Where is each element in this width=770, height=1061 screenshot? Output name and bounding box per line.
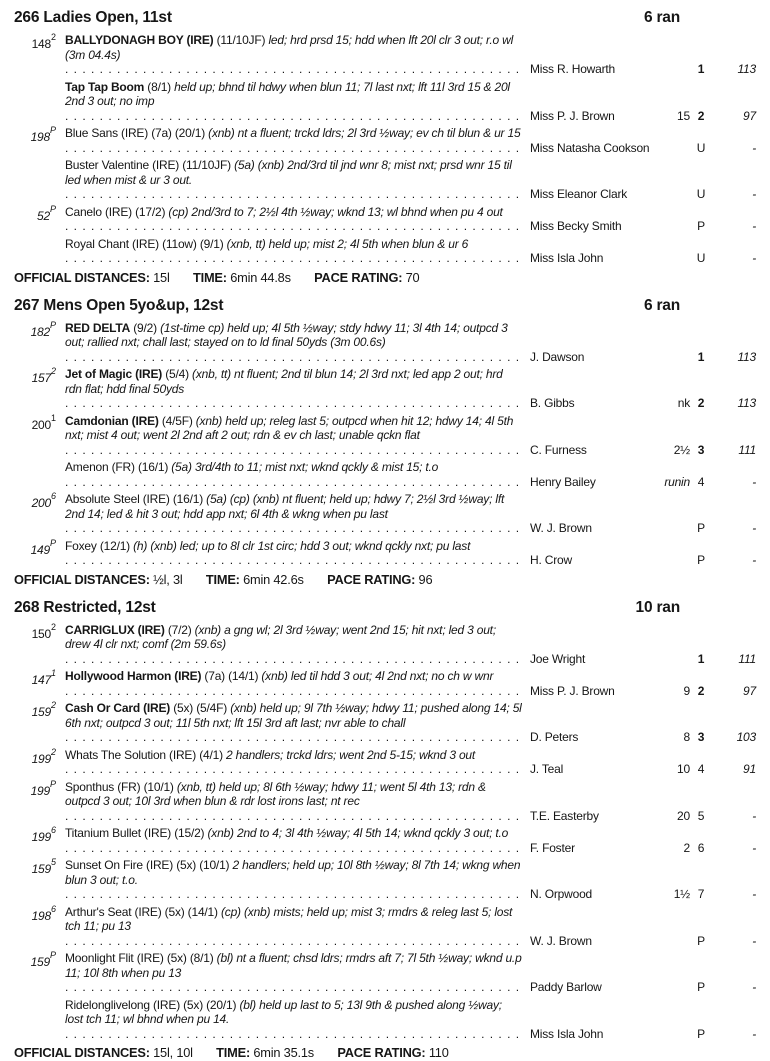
official-distances: [14, 572, 183, 587]
jockey-name: J. Teal: [522, 762, 656, 777]
performance-rating: -: [712, 553, 756, 568]
running-comment: (xnb) led til hdd 3 out; 4l 2nd nxt; no ch w wnr: [261, 669, 493, 683]
finish-position: P: [690, 521, 712, 536]
runner-description: [65, 858, 522, 902]
jockey-name: Henry Bailey: [522, 475, 656, 490]
performance-rating: 103: [712, 730, 756, 745]
runner-row: [14, 126, 756, 155]
odds: (11/10JF): [182, 158, 231, 172]
race-number: 267: [14, 297, 39, 314]
odds: (4/1): [199, 748, 223, 762]
odds: (5x) (20/1): [183, 998, 236, 1012]
race-footer: [14, 572, 756, 588]
performance-rating: -: [712, 934, 756, 949]
finish-position: U: [690, 251, 712, 266]
horse-name: CARRIGLUX (IRE): [65, 623, 165, 637]
running-comment: (xnb) held up; releg last 5; outpcd when hit 12; hdwy 14; 4l 5th nxt; mist 4 out; went 2l 2nd aft 2 out; rdn & ev ch last; unable qckn flat: [65, 414, 513, 443]
pace-label: PACE RATING:: [314, 270, 402, 285]
runner-row: [14, 80, 756, 124]
runner-description: [65, 126, 522, 155]
race-name: Ladies Open, 11st: [43, 9, 171, 26]
running-comment: 2 handlers; trckd ldrs; went 2nd 5-15; wknd 3 out: [226, 748, 475, 762]
form-superscript: 2: [51, 700, 56, 710]
odds: (11ow) (9/1): [162, 237, 223, 251]
running-comment: (5a) (cp) (xnb) nt fluent; held up; hdwy 7; 2½l 3rd ½way; lft 2nd 14; led & hit 3 out; hdd app nxt; 6l 4th & wkng when pu last: [65, 492, 504, 521]
running-comment: (xnb, tt) held up; mist 2; 4l 5th when blun & ur 6: [227, 237, 468, 251]
odds: (5x) (8/1): [167, 951, 214, 965]
running-comment: (xnb, tt) nt fluent; 2nd til blun 14; 2l 3rd nxt; led app 2 out; hrd rdn flat; hdd final 50yds: [65, 367, 503, 396]
runner-row: [14, 780, 756, 824]
odds: (5x) (5/4F): [173, 701, 227, 715]
odds: (5x) (14/1): [165, 905, 218, 919]
runner-description: [65, 701, 522, 745]
pace-value: 110: [429, 1045, 449, 1060]
runner-description: [65, 748, 522, 777]
runner-rows: [14, 623, 756, 1042]
runner-description: [65, 780, 522, 824]
running-comment: (h) (xnb) led; up to 8l clr 1st circ; hdd 3 out; wknd qckly nxt; pu last: [133, 539, 470, 553]
running-comment: (cp) (xnb) mists; held up; mist 3; rmdrs & releg last 5; lost tch 11; pu 13: [65, 905, 512, 934]
jockey-name: H. Crow: [522, 553, 656, 568]
form-superscript: 5: [51, 857, 56, 867]
performance-rating: -: [712, 187, 756, 202]
horse-name: Camdonian (IRE): [65, 414, 159, 428]
running-comment: (cp) 2nd/3rd to 7; 2½l 4th ½way; wknd 13; wl bhnd when pu 4 out: [168, 205, 502, 219]
time-value: 6min 44.8s: [230, 270, 291, 285]
finish-position: P: [690, 1027, 712, 1042]
horse-name: Jet of Magic (IRE): [65, 367, 162, 381]
race-header: [14, 296, 756, 316]
odds: (9/2): [133, 321, 157, 335]
performance-rating: -: [712, 521, 756, 536]
runner-description: [65, 905, 522, 949]
time-value: 6min 42.6s: [243, 572, 304, 587]
performance-rating: 91: [712, 762, 756, 777]
runner-row: [14, 998, 756, 1042]
runner-row: [14, 826, 756, 855]
form-number: 159: [31, 955, 50, 969]
distance-beaten: 2½: [656, 443, 690, 458]
runner-row: [14, 539, 756, 568]
finish-position: 4: [690, 762, 712, 777]
horse-name: Blue Sans (IRE): [65, 126, 148, 140]
performance-rating: -: [712, 841, 756, 856]
runner-description: [65, 237, 522, 266]
horse-name: Tap Tap Boom: [65, 80, 144, 94]
pace-rating: [327, 572, 432, 587]
distances-value: 15l, 10l: [153, 1045, 193, 1060]
form-figure: [14, 701, 65, 720]
performance-rating: -: [712, 141, 756, 156]
form-number: 149: [31, 543, 50, 557]
performance-rating: -: [712, 219, 756, 234]
form-number: 199: [31, 784, 50, 798]
race-footer: [14, 270, 756, 286]
form-figure: [14, 367, 65, 386]
time: [206, 572, 304, 587]
performance-rating: -: [712, 809, 756, 824]
race-name: Mens Open 5yo&up, 12st: [43, 297, 223, 314]
form-figure: [14, 321, 65, 340]
form-figure: [14, 33, 65, 52]
finish-position: P: [690, 980, 712, 995]
finish-position: 1: [690, 350, 712, 365]
runner-rows: [14, 321, 756, 568]
race-title: [14, 296, 223, 316]
race-header: [14, 598, 756, 618]
finish-position: U: [690, 187, 712, 202]
runner-description: [65, 998, 522, 1042]
finish-position: 7: [690, 887, 712, 902]
jockey-name: Miss Natasha Cookson: [522, 141, 656, 156]
finish-position: P: [690, 219, 712, 234]
runner-description: [65, 33, 522, 77]
form-superscript: 2: [51, 366, 56, 376]
form-figure: [14, 905, 65, 924]
odds: (7a) (14/1): [204, 669, 258, 683]
form-figure: [14, 826, 65, 845]
form-superscript: P: [50, 779, 56, 789]
race-section: [14, 598, 756, 1061]
form-figure: [14, 858, 65, 877]
horse-name: Hollywood Harmon (IRE): [65, 669, 201, 683]
jockey-name: J. Dawson: [522, 350, 656, 365]
distance-beaten: 2: [656, 841, 690, 856]
finish-position: 6: [690, 841, 712, 856]
horse-name: Ridelonglivelong (IRE): [65, 998, 180, 1012]
form-number: 159: [32, 705, 51, 719]
form-number: 159: [32, 862, 51, 876]
horse-name: Sponthus (FR): [65, 780, 140, 794]
distances-label: OFFICIAL DISTANCES:: [14, 572, 150, 587]
jockey-name: W. J. Brown: [522, 521, 656, 536]
finish-position: 2: [690, 109, 712, 124]
runner-row: [14, 623, 756, 667]
runner-description: [65, 492, 522, 536]
jockey-name: Miss Eleanor Clark: [522, 187, 656, 202]
jockey-name: Paddy Barlow: [522, 980, 656, 995]
jockey-name: Miss R. Howarth: [522, 62, 656, 77]
runner-row: [14, 905, 756, 949]
horse-name: Royal Chant (IRE): [65, 237, 159, 251]
form-superscript: 6: [51, 491, 56, 501]
pace-rating: [337, 1045, 448, 1060]
odds: (16/1): [173, 492, 203, 506]
runner-description: [65, 80, 522, 124]
ran-count: 6 ran: [644, 296, 680, 316]
horse-name: Sunset On Fire (IRE): [65, 858, 173, 872]
form-superscript: P: [50, 320, 56, 330]
finish-position: 5: [690, 809, 712, 824]
pace-value: 96: [419, 572, 433, 587]
distance-beaten: 8: [656, 730, 690, 745]
performance-rating: 97: [712, 109, 756, 124]
runner-row: [14, 701, 756, 745]
race-section: [14, 8, 756, 286]
runner-description: [65, 826, 522, 855]
jockey-name: D. Peters: [522, 730, 656, 745]
finish-position: P: [690, 553, 712, 568]
running-comment: (xnb) held up; 9l 7th ½way; hdwy 11; pushed along 14; 5l 6th nxt; outpcd 3 out; 11l 5th nxt; lft 15l 3rd aft last; nvr able to chall: [65, 701, 522, 730]
performance-rating: -: [712, 475, 756, 490]
jockey-name: W. J. Brown: [522, 934, 656, 949]
jockey-name: Miss Isla John: [522, 251, 656, 266]
distances-value: 15l: [153, 270, 169, 285]
performance-rating: 113: [712, 350, 756, 365]
finish-position: 1: [690, 62, 712, 77]
jockey-name: N. Orpwood: [522, 887, 656, 902]
horse-name: Buster Valentine (IRE): [65, 158, 179, 172]
odds: (11/10JF): [217, 33, 266, 47]
horse-name: Moonlight Flit (IRE): [65, 951, 164, 965]
running-comment: (xnb) a gng wl; 2l 3rd ½way; went 2nd 15; hit nxt; led 3 out; drew 4l clr nxt; comf (2m 59.6s): [65, 623, 496, 652]
runner-row: [14, 205, 756, 234]
running-comment: (5a) (xnb) 2nd/3rd til jnd wnr 8; mist nxt; prsd wnr 15 til led when mist & ur 3 out.: [65, 158, 512, 187]
performance-rating: -: [712, 251, 756, 266]
time: [193, 270, 291, 285]
performance-rating: 113: [712, 396, 756, 411]
form-number: 150: [32, 627, 51, 641]
form-superscript: 6: [51, 904, 56, 914]
horse-name: RED DELTA: [65, 321, 130, 335]
form-figure: [14, 951, 65, 970]
odds: (5x) (10/1): [176, 858, 229, 872]
runner-row: [14, 33, 756, 77]
running-comment: (bl) held up last to 5; 13l 9th & pushed along ½way; lost tch 11; wl bhnd when pu 14.: [65, 998, 502, 1027]
time-label: TIME:: [193, 270, 227, 285]
odds: (10/1): [144, 780, 174, 794]
running-comment: (xnb, tt) held up; 8l 6th ½way; hdwy 11; went 5l 4th 13; rdn & outpcd 3 out; 10l 3rd when blun & rdr lost irons last; nt rec: [65, 780, 486, 809]
running-comment: (xnb) nt a fluent; trckd ldrs; 2l 3rd ½way; ev ch til blun & ur 15: [208, 126, 520, 140]
runner-rows: [14, 33, 756, 266]
horse-name: Absolute Steel (IRE): [65, 492, 170, 506]
runner-description: [65, 321, 522, 365]
horse-name: Canelo (IRE): [65, 205, 132, 219]
distance-beaten: 9: [656, 684, 690, 699]
finish-position: 1: [690, 652, 712, 667]
runner-row: [14, 237, 756, 266]
odds: (17/2): [135, 205, 165, 219]
race-number: 268: [14, 599, 39, 616]
form-superscript: 2: [51, 747, 56, 757]
runner-description: [65, 158, 522, 202]
runner-description: [65, 539, 522, 568]
runner-row: [14, 367, 756, 411]
form-figure: [14, 205, 65, 224]
runner-description: [65, 367, 522, 411]
distance-beaten: 1½: [656, 887, 690, 902]
running-comment: (5a) 3rd/4th to 11; mist nxt; wknd qckly & mist 15; t.o: [171, 460, 438, 474]
runner-description: [65, 414, 522, 458]
race-header: [14, 8, 756, 28]
form-number: 200: [32, 496, 51, 510]
form-figure: [14, 126, 65, 145]
form-superscript: 1: [51, 668, 56, 678]
form-figure: [14, 669, 65, 688]
distance-beaten: 20: [656, 809, 690, 824]
runner-row: [14, 858, 756, 902]
form-number: 199: [32, 752, 51, 766]
odds: (7/2): [168, 623, 192, 637]
runner-row: [14, 492, 756, 536]
ran-count: 10 ran: [636, 598, 680, 618]
horse-name: Arthur's Seat (IRE): [65, 905, 162, 919]
performance-rating: -: [712, 1027, 756, 1042]
runner-row: [14, 321, 756, 365]
performance-rating: 97: [712, 684, 756, 699]
ran-count: 6 ran: [644, 8, 680, 28]
pace-value: 70: [406, 270, 420, 285]
time-label: TIME:: [216, 1045, 250, 1060]
race-title: [14, 8, 172, 28]
finish-position: 2: [690, 684, 712, 699]
form-number: 52: [37, 209, 50, 223]
jockey-name: Joe Wright: [522, 652, 656, 667]
form-number: 198: [32, 909, 51, 923]
form-superscript: 2: [51, 622, 56, 632]
runner-row: [14, 460, 756, 489]
odds: (15/2): [174, 826, 204, 840]
form-superscript: 2: [51, 32, 56, 42]
jockey-name: C. Furness: [522, 443, 656, 458]
odds: (7a) (20/1): [151, 126, 205, 140]
running-comment: held up; bhnd til hdwy when blun 11; 7l last nxt; lft 11l 3rd 15 & 20l 2nd 3 out; no imp: [65, 80, 510, 109]
horse-name: BALLYDONAGH BOY (IRE): [65, 33, 213, 47]
form-figure: [14, 748, 65, 767]
finish-position: 3: [690, 443, 712, 458]
runner-row: [14, 669, 756, 698]
race-section: [14, 296, 756, 588]
pace-label: PACE RATING:: [327, 572, 415, 587]
running-comment: (bl) nt a fluent; chsd ldrs; rmdrs aft 7; 7l 5th ½way; wknd u.p 11; 10l 8th when pu 13: [65, 951, 522, 980]
official-distances: [14, 1045, 193, 1060]
odds: (16/1): [138, 460, 168, 474]
form-figure: [14, 414, 65, 433]
distance-beaten: nk: [656, 396, 690, 411]
race-title: [14, 598, 156, 618]
running-comment: led; hrd prsd 15; hdd when lft 20l clr 3 out; r.o wl (3m 04.4s): [65, 33, 513, 62]
odds: (4/5F): [162, 414, 193, 428]
runner-row: [14, 158, 756, 202]
form-figure: [14, 492, 65, 511]
horse-name: Cash Or Card (IRE): [65, 701, 170, 715]
pace-rating: [314, 270, 419, 285]
runner-row: [14, 414, 756, 458]
form-number: 148: [32, 37, 51, 51]
form-superscript: P: [50, 204, 56, 214]
distances-label: OFFICIAL DISTANCES:: [14, 270, 150, 285]
performance-rating: 111: [712, 652, 756, 667]
form-number: 198: [31, 130, 50, 144]
horse-name: Whats The Solution (IRE): [65, 748, 196, 762]
odds: (8/1): [147, 80, 171, 94]
official-distances: [14, 270, 170, 285]
form-number: 157: [32, 371, 51, 385]
runner-description: [65, 623, 522, 667]
finish-position: 3: [690, 730, 712, 745]
form-superscript: 6: [51, 825, 56, 835]
time: [216, 1045, 314, 1060]
distances-label: OFFICIAL DISTANCES:: [14, 1045, 150, 1060]
runner-row: [14, 748, 756, 777]
performance-rating: 111: [712, 443, 756, 458]
jockey-name: Miss P. J. Brown: [522, 109, 656, 124]
form-number: 200: [32, 418, 51, 432]
time-label: TIME:: [206, 572, 240, 587]
form-number: 182: [31, 325, 50, 339]
performance-rating: 113: [712, 62, 756, 77]
form-number: 147: [32, 673, 51, 687]
running-comment: (1st-time cp) held up; 4l 5th ½way; stdy hdwy 11; 3l 4th 14; outpcd 3 out; rallied nxt; chall last; stayed on to ld final 50yds (3m 00.6s): [65, 321, 508, 350]
running-comment: (xnb) 2nd to 4; 3l 4th ½way; 4l 5th 14; wknd qckly 3 out; t.o: [208, 826, 509, 840]
finish-position: 4: [690, 475, 712, 490]
jockey-name: B. Gibbs: [522, 396, 656, 411]
runner-description: [65, 460, 522, 489]
race-name: Restricted, 12st: [43, 599, 155, 616]
runner-row: [14, 951, 756, 995]
jockey-name: F. Foster: [522, 841, 656, 856]
pace-label: PACE RATING:: [337, 1045, 425, 1060]
jockey-name: Miss Becky Smith: [522, 219, 656, 234]
performance-rating: -: [712, 980, 756, 995]
form-superscript: P: [50, 538, 56, 548]
form-figure: [14, 780, 65, 799]
finish-position: P: [690, 934, 712, 949]
distance-beaten: 15: [656, 109, 690, 124]
running-comment: 2 handlers; held up; 10l 8th ½way; 8l 7th 14; wkng when blun 3 out; t.o.: [65, 858, 520, 887]
jockey-name: Miss Isla John: [522, 1027, 656, 1042]
jockey-name: Miss P. J. Brown: [522, 684, 656, 699]
runner-description: [65, 205, 522, 234]
race-footer: [14, 1045, 756, 1061]
finish-position: 2: [690, 396, 712, 411]
finish-position: U: [690, 141, 712, 156]
distance-beaten: runin: [656, 475, 690, 490]
form-superscript: P: [50, 950, 56, 960]
odds: (12/1): [100, 539, 130, 553]
performance-rating: -: [712, 887, 756, 902]
horse-name: Titanium Bullet (IRE): [65, 826, 171, 840]
distance-beaten: 10: [656, 762, 690, 777]
form-superscript: P: [50, 125, 56, 135]
jockey-name: T.E. Easterby: [522, 809, 656, 824]
form-figure: [14, 539, 65, 558]
form-figure: [14, 623, 65, 642]
time-value: 6min 35.1s: [253, 1045, 314, 1060]
distances-value: ½l, 3l: [153, 572, 182, 587]
odds: (5/4): [165, 367, 189, 381]
horse-name: Amenon (FR): [65, 460, 135, 474]
horse-name: Foxey: [65, 539, 97, 553]
runner-description: [65, 951, 522, 995]
race-number: 266: [14, 9, 39, 26]
form-superscript: 1: [51, 413, 56, 423]
form-number: 199: [32, 830, 51, 844]
runner-description: [65, 669, 522, 698]
